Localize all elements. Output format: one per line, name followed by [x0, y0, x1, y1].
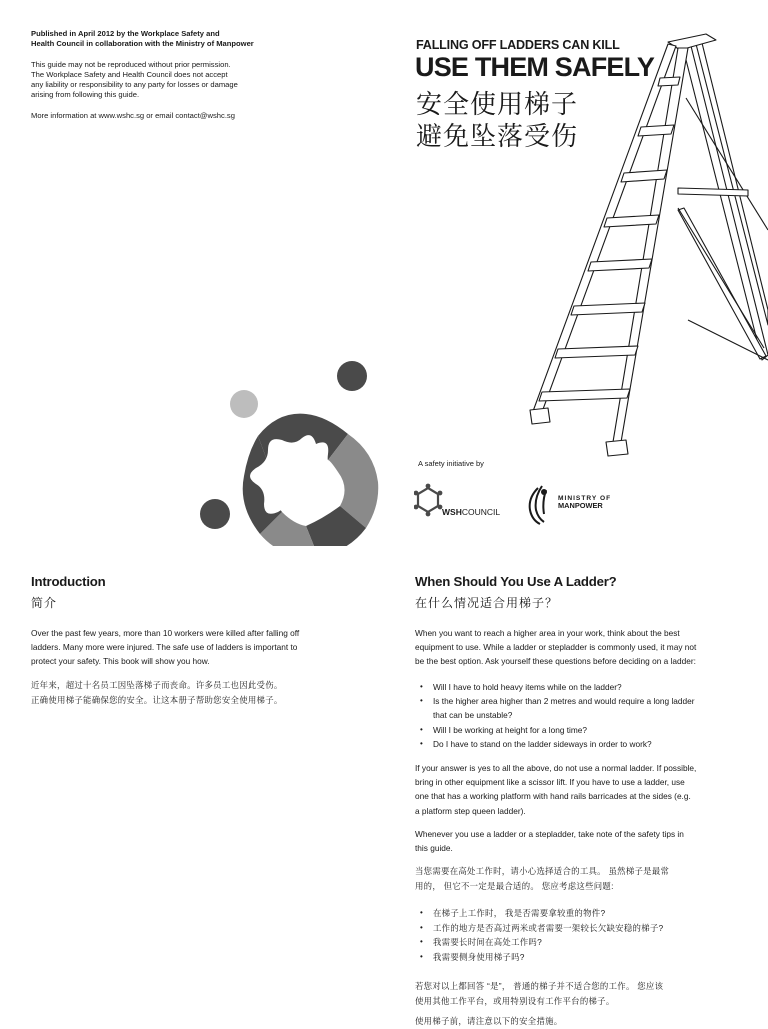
- when-intro-en-line-3: be the best option. Ask yourself these questions before deciding on a ladder:: [415, 656, 696, 667]
- question-en-2-part-2: that can be unstable?: [433, 710, 513, 721]
- when-intro-cn-line-2: 用的， 但它不一定是最合适的。 您应考虑这些问题:: [415, 880, 614, 891]
- answer-en-line-3: one that has a working platform with hand rails barricades at the sides (e.g.: [415, 791, 691, 802]
- when-questions-en: [415, 680, 725, 751]
- question-en-2: [415, 694, 725, 722]
- answer-en-line-4: a platform step queen ladder).: [415, 805, 526, 816]
- answer-cn-line-1: 若您对以上都回答 “是”， 普通的梯子并不适合您的工作。 您应该: [415, 981, 664, 991]
- cover-cn-line-2: 避免坠落受伤: [416, 121, 579, 151]
- question-en-1: • Will I have to hold heavy items while on the ladder?: [415, 680, 725, 694]
- when-answer-cn: [415, 979, 725, 1029]
- when-whenever-en: [415, 827, 725, 855]
- publication-line-1: Published in April 2012 by the Workplace Safety and: [31, 29, 220, 38]
- whenever-en-line-1: Whenever you use a ladder or a stepladder, take note of the safety tips in: [415, 829, 684, 839]
- wsh-logo-text: COUNCIL: [461, 507, 501, 517]
- intro-en-line-3: protect your safety. This book will show you how.: [31, 656, 210, 667]
- intro-cn-line-1: 近年来，超过十名员工因坠落梯子而丧命。许多员工也因此受伤。: [31, 680, 283, 690]
- when-intro-en-line-2: equipment to use. While a ladder or stepladder is commonly used, it may not: [415, 642, 697, 653]
- svg-text:WSHCOUNCIL: [442, 507, 500, 517]
- answer-en-line-1: If your answer is yes to all the above, do not use a normal ladder. If possible,: [415, 763, 697, 773]
- when-intro-en: [415, 626, 725, 669]
- mom-line-1: MINISTRY OF: [558, 495, 612, 502]
- question-en-3: • Will I be working at height for a long time?: [415, 723, 725, 737]
- when-heading-cn: 在什么情况适合用梯子？: [415, 596, 559, 610]
- ministry-of-manpower-logo: [522, 480, 614, 526]
- whenever-en-line-2: this guide.: [415, 843, 453, 854]
- question-cn-2: • 工作的地方是否高过两米或者需要一架较长欠缺安稳的梯子?: [415, 921, 725, 936]
- intro-heading: Introduction: [31, 574, 106, 589]
- rights-line-4: arising from following this guide.: [31, 90, 140, 100]
- when-questions-cn: [415, 906, 725, 964]
- cover-title: USE THEM SAFELY: [415, 52, 655, 82]
- people-wheel-graphic: [198, 356, 388, 546]
- rights-line-3: any liability or responsibility to any party for losses or damage: [31, 80, 238, 90]
- intro-body-cn: [31, 678, 343, 707]
- more-info: More information at www.wshc.sg or email contact@wshc.sg: [31, 110, 235, 120]
- question-cn-4: • 我需要侧身使用梯子吗?: [415, 950, 725, 965]
- answer-en-line-2: bring in other equipment like a scissor lift. If you have to use a ladder, use: [415, 777, 685, 788]
- cover-subtitle: FALLING OFF LADDERS CAN KILL: [416, 38, 620, 52]
- answer-cn-line-2: 使用其他工作平台，或用特别设有工作平台的梯子。: [415, 995, 615, 1006]
- intro-heading-cn: 简介: [31, 596, 58, 610]
- intro-cn-line-2: 正确使用梯子能确保您的安全。让这本册子帮助您安全使用梯子。: [31, 694, 283, 705]
- when-intro-en-line-1: When you want to reach a higher area in your work, think about the best: [415, 628, 680, 638]
- when-answer-en: [415, 761, 725, 818]
- wsh-logo-bold: WSH: [442, 507, 462, 517]
- question-en-4: • Do I have to stand on the ladder sideways in order to work?: [415, 737, 725, 751]
- when-intro-cn: [415, 864, 725, 893]
- initiative-label: A safety initiative by: [418, 459, 484, 468]
- intro-en-line-2: ladders. Many more were injured. The safe use of ladders is important to: [31, 642, 298, 653]
- mom-line-2: MANPOWER: [558, 501, 603, 510]
- ladder-illustration: [528, 30, 768, 460]
- rights-line-2: The Workplace Safety and Health Council does not accept: [31, 69, 228, 79]
- rights-line-1: This guide may not be reproduced without prior permission.: [31, 59, 231, 69]
- intro-en-line-1: Over the past few years, more than 10 workers were killed after falling off: [31, 628, 300, 638]
- mom-crest-icon: [522, 480, 614, 526]
- question-cn-1: • 在梯子上工作时， 我是否需要拿较重的物件?: [415, 906, 725, 921]
- cover-cn-line-1: 安全使用梯子: [416, 89, 579, 119]
- when-heading: When Should You Use A Ladder?: [415, 574, 617, 589]
- wsh-council-logo: [414, 482, 504, 522]
- publication-info: [31, 29, 291, 131]
- publication-line-2: Health Council in collaboration with the Ministry of Manpower: [31, 39, 254, 49]
- question-cn-3: • 我需要长时间在高处工作吗?: [415, 935, 725, 950]
- answer-cn-line-3: 使用梯子前，请注意以下的安全措施。: [415, 1016, 563, 1027]
- when-intro-cn-line-1: 当您需要在高处工作时，请小心选择适合的工具。 虽然梯子是最常: [415, 866, 670, 876]
- intro-body-en: [31, 626, 343, 669]
- question-en-2-part-1: Is the higher area higher than 2 metres and would require a long ladder: [433, 696, 695, 707]
- wsh-council-icon: [414, 482, 504, 522]
